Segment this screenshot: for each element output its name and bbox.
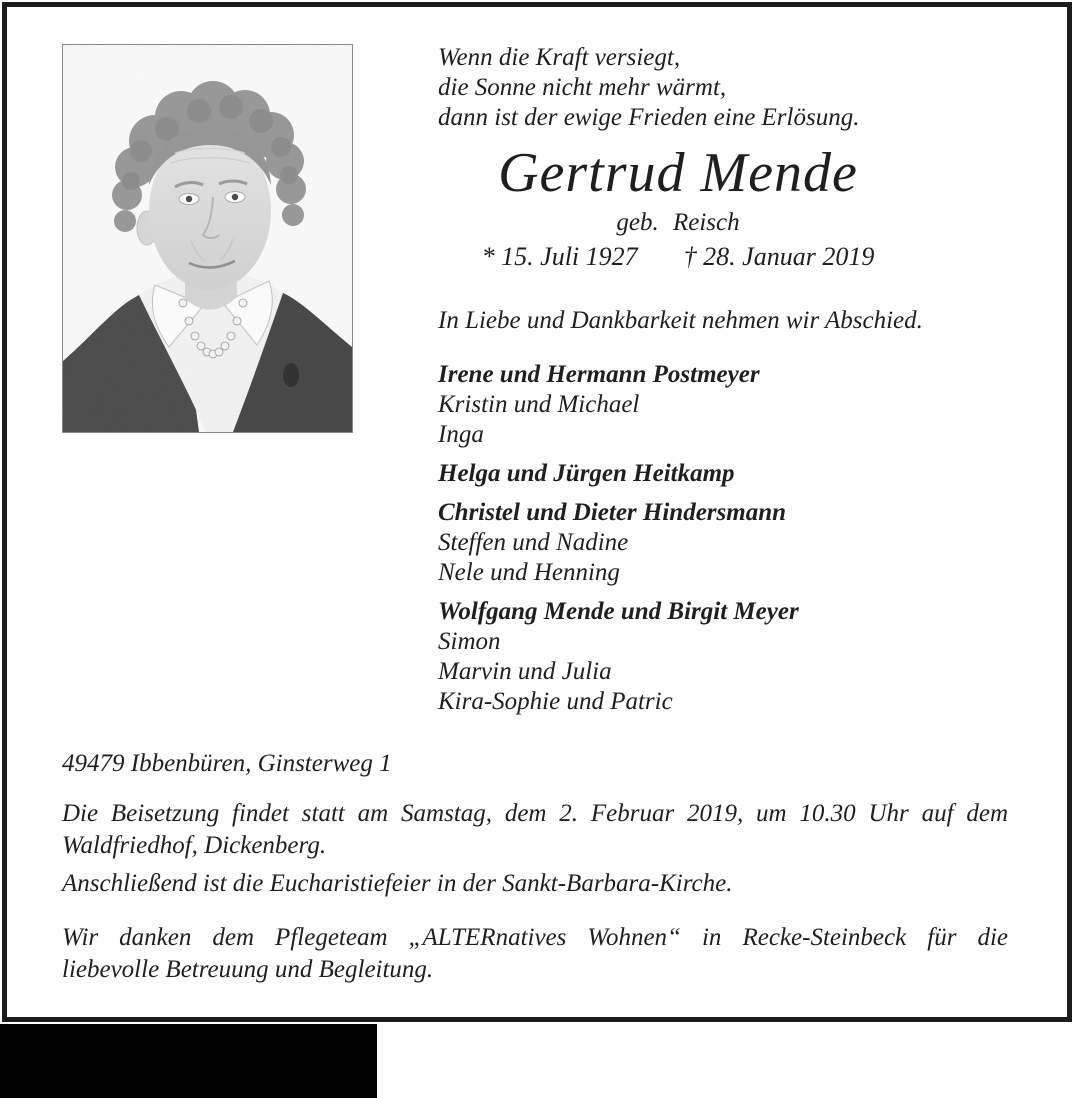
mourner-group: [438, 360, 799, 450]
deceased-name-block: [438, 138, 918, 272]
paragraph-line: Wir danken dem Pflegeteam „ALTERnatives Wohnen“ in Recke-Steinbeck für die: [62, 924, 1008, 951]
paragraph-line: Anschließend ist die Eucharistiefeier in der Sankt-Barbara-Kirche.: [62, 870, 733, 897]
portrait-photo: [62, 44, 353, 433]
birth-date: * 15. Juli 1927: [481, 242, 638, 271]
death-date: † 28. Januar 2019: [683, 242, 875, 271]
mourners-list: [438, 360, 799, 717]
mourner-line: Inga: [438, 421, 484, 448]
deceased-name: Gertrud Mende: [498, 142, 858, 204]
address-line: 49479 Ibbenbüren, Ginsterweg 1: [62, 750, 392, 777]
mourner-line: Kristin und Michael: [438, 391, 640, 418]
thanks-paragraph: [62, 922, 1008, 986]
redaction-box: [0, 1024, 377, 1098]
paragraph-line: liebevolle Betreuung und Begleitung.: [62, 956, 434, 983]
poem-line: Wenn die Kraft versiegt,: [438, 44, 681, 71]
poem-line: dann ist der ewige Frieden eine Erlösung.: [438, 104, 860, 131]
paragraph-line: Waldfriedhof, Dickenberg.: [62, 832, 327, 859]
life-dates: [438, 241, 918, 272]
mourner-head: Irene und Hermann Postmeyer: [438, 361, 760, 388]
mourner-line: Simon: [438, 628, 501, 655]
mourner-head: Wolfgang Mende und Birgit Meyer: [438, 598, 799, 625]
funeral-paragraph: [62, 798, 1008, 862]
mourner-line: Nele und Henning: [438, 559, 620, 586]
mourner-head: Helga und Jürgen Heitkamp: [438, 460, 735, 487]
birth-name: geb. Reisch: [616, 209, 740, 236]
poem-line: die Sonne nicht mehr wärmt,: [438, 74, 727, 101]
mourner-group: [438, 498, 799, 588]
portrait-photo-graphic: [63, 45, 352, 432]
eucharist-paragraph: [62, 868, 1008, 900]
mourner-group: [438, 597, 799, 717]
mourner-line: Steffen und Nadine: [438, 529, 629, 556]
mourner-line: Kira-Sophie und Patric: [438, 688, 673, 715]
epitaph-poem: [438, 43, 859, 133]
mourner-group: [438, 459, 799, 489]
mourner-line: Marvin und Julia: [438, 658, 612, 685]
paragraph-line: Die Beisetzung findet statt am Samstag, dem 2. Februar 2019, um 10.30 Uhr auf dem: [62, 800, 1008, 827]
farewell-text: In Liebe und Dankbarkeit nehmen wir Abschied.: [438, 307, 923, 334]
mourner-head: Christel und Dieter Hindersmann: [438, 499, 786, 526]
